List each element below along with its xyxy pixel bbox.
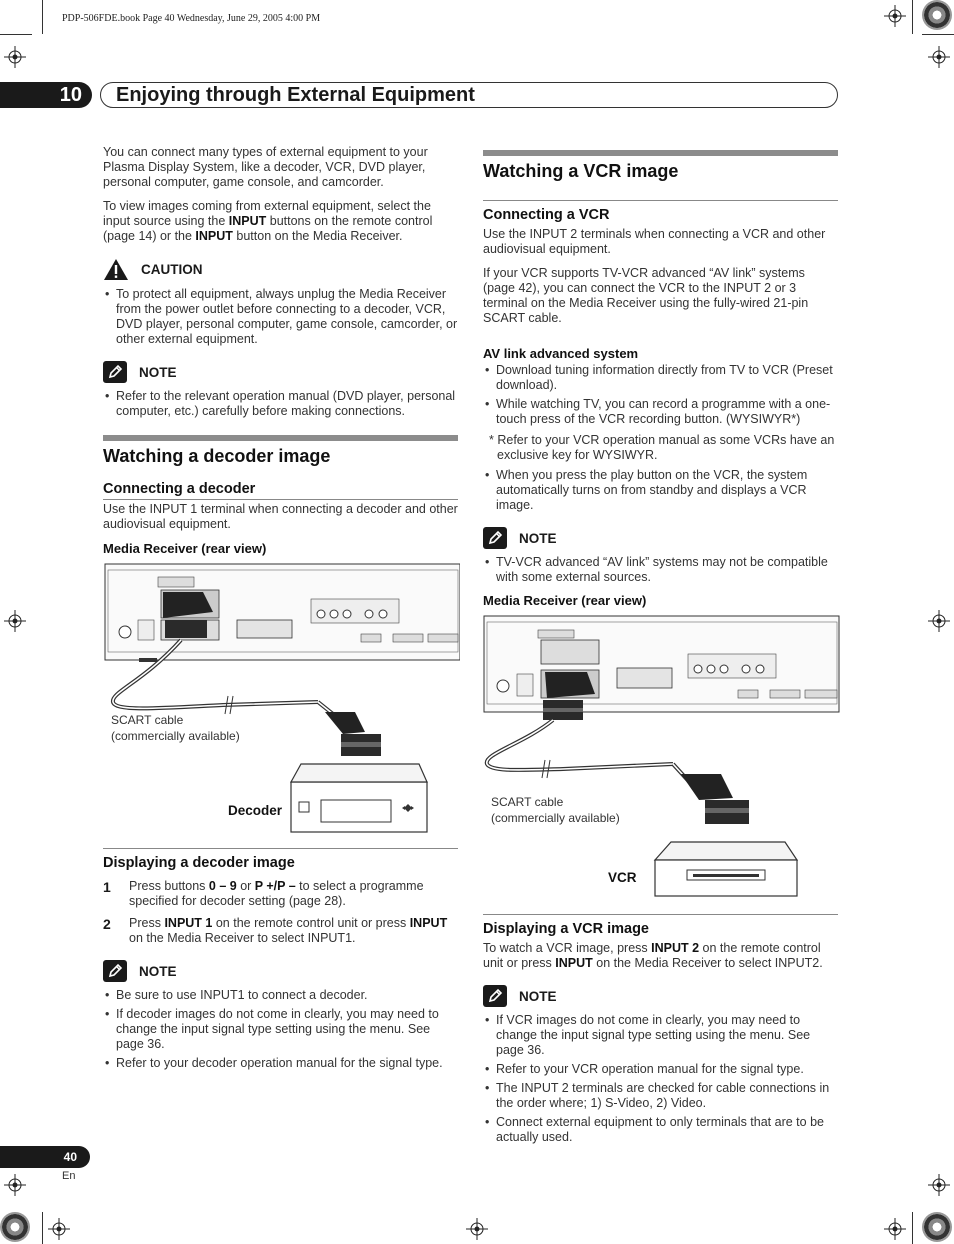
note-list [483, 1013, 838, 1145]
color-wheel-icon [922, 0, 952, 30]
decoder-steps [103, 879, 458, 946]
registration-mark-icon [928, 610, 950, 632]
list-item: • Connect external equipment to only terminals that are to be actually used. [483, 1115, 838, 1145]
vcr-label: VCR [608, 870, 637, 885]
note-list [103, 988, 458, 1071]
registration-mark-icon [4, 46, 26, 68]
section-title-vcr: Watching a VCR image [483, 161, 679, 181]
registration-mark-icon [884, 1218, 906, 1240]
intro-paragraph-1: You can connect many types of external equipment to your Plasma Display System, like a decoder, VCR, DVD player, personal computer, game console, and camcorder. [103, 145, 428, 189]
list-item [103, 879, 458, 909]
caution-list [103, 287, 458, 347]
note-list [483, 555, 838, 585]
list-item: • Be sure to use INPUT1 to connect a decoder. [103, 988, 458, 1003]
list-item: • Download tuning information directly from TV to VCR (Preset download). [483, 363, 838, 393]
note-label: NOTE [139, 963, 177, 979]
figure-caption: Media Receiver (rear view) [103, 541, 267, 556]
list-item [103, 916, 458, 946]
step-text: Press buttons 0 – 9 or P +/P – to select a programme specified for decoder setting (page 28). [129, 879, 424, 908]
right-column [483, 150, 838, 1153]
book-header: PDP-506FDE.book Page 40 Wednesday, June 29, 2005 4:00 PM [62, 13, 321, 24]
scart-cable-label: SCART cable [491, 795, 564, 809]
registration-mark-icon [48, 1218, 70, 1240]
section-rule [483, 150, 838, 156]
registration-mark-icon [4, 1174, 26, 1196]
page-language: En [62, 1170, 76, 1182]
av-link-title: AV link advanced system [483, 346, 639, 361]
list-item: • If decoder images do not come in clearly, you may need to change the input signal type setting using the menu. See page 36. [103, 1007, 458, 1052]
note-pencil-icon [103, 960, 127, 982]
subsection-title-connecting-vcr: Connecting a VCR [483, 200, 838, 225]
figure-caption: Media Receiver (rear view) [483, 593, 647, 608]
color-wheel-icon [0, 1212, 30, 1242]
registration-mark-icon [928, 1174, 950, 1196]
step-number: 2 [103, 916, 111, 932]
chapter-number-tab: 10 [0, 82, 92, 108]
page-number: 40 [0, 1146, 90, 1168]
crop-line [922, 34, 954, 35]
caution-label: CAUTION [141, 262, 203, 277]
note-heading [103, 361, 458, 383]
note-pencil-icon [103, 361, 127, 383]
registration-mark-icon [884, 5, 906, 27]
list-item: • TV-VCR advanced “AV link” systems may not be compatible with some external sources. [483, 555, 838, 585]
step-text: Press INPUT 1 on the remote control unit or press INPUT on the Media Receiver to select INPUT1. [129, 916, 448, 945]
note-heading [483, 527, 838, 549]
chapter-title: Enjoying through External Equipment [116, 84, 475, 106]
note-label: NOTE [519, 988, 557, 1004]
registration-mark-icon [4, 610, 26, 632]
av-link-footnote: * Refer to your VCR operation manual as some VCRs have an exclusive key for WYSIWYR. [489, 433, 835, 462]
list-item: • While watching TV, you can record a programme with a one-touch press of the VCR recording button. (WYSIWYR*) [483, 397, 838, 427]
connecting-vcr-text-1: Use the INPUT 2 terminals when connecting a VCR and other audiovisual equipment. [483, 227, 826, 256]
crop-line [912, 0, 913, 34]
media-receiver-rear-illustration [483, 614, 840, 904]
note-pencil-icon [483, 527, 507, 549]
note-label: NOTE [519, 530, 557, 546]
list-item: • Refer to your VCR operation manual for the signal type. [483, 1062, 838, 1077]
list-item: • To protect all equipment, always unplug the Media Receiver from the power outlet before connecting to a decoder, VCR, DVD player, personal computer, game console, camcorder, or other external equipment. [103, 287, 458, 347]
commercially-available-label: (commercially available) [491, 811, 620, 825]
note-list [103, 389, 458, 419]
vcr-connection-diagram [483, 614, 840, 904]
av-link-list-2 [483, 468, 838, 513]
note-heading [483, 985, 838, 1007]
commercially-available-label: (commercially available) [111, 729, 240, 743]
note-label: NOTE [139, 364, 177, 380]
section-title-decoder: Watching a decoder image [103, 446, 331, 466]
list-item: • If VCR images do not come in clearly, you may need to change the input signal type setting using the menu. See page 36. [483, 1013, 838, 1058]
list-item: • When you press the play button on the VCR, the system automatically turns on from standby and displays a VCR image. [483, 468, 838, 513]
color-wheel-icon [922, 1212, 952, 1242]
displaying-vcr-text: To watch a VCR image, press INPUT 2 on the remote control unit or press INPUT on the Media Receiver to select INPUT2. [483, 941, 823, 970]
registration-mark-icon [928, 46, 950, 68]
registration-mark-icon [466, 1218, 488, 1240]
subsection-title-connecting-decoder: Connecting a decoder [103, 481, 458, 500]
crop-line [42, 0, 43, 34]
note-pencil-icon [483, 985, 507, 1007]
intro-paragraph-2: To view images coming from external equipment, select the input source using the INPUT buttons on the remote control (page 14) or the INPUT button on the Media Receiver. [103, 199, 433, 243]
scart-cable-label: SCART cable [111, 713, 184, 727]
section-rule [103, 435, 458, 441]
connecting-vcr-text-2: If your VCR supports TV-VCR advanced “AV link” systems (page 42), you can connect the VCR to the INPUT 2 or 3 terminal on the Media Receiver using the fully-wired 21-pin SCART cable. [483, 266, 809, 325]
list-item: • The INPUT 2 terminals are checked for cable connections in the order where; 1) S-Video, 2) Video. [483, 1081, 838, 1111]
list-item: • Refer to your decoder operation manual for the signal type. [103, 1056, 458, 1071]
decoder-connection-diagram [103, 562, 460, 846]
left-column [103, 145, 458, 1079]
warning-triangle-icon [103, 258, 129, 281]
crop-line [0, 34, 32, 35]
subsection-title-displaying-vcr: Displaying a VCR image [483, 914, 838, 939]
subsection-title-displaying-decoder: Displaying a decoder image [103, 848, 458, 873]
decoder-label: Decoder [228, 803, 283, 818]
av-link-list [483, 363, 838, 427]
step-number: 1 [103, 879, 111, 895]
note-heading [103, 960, 458, 982]
crop-line [912, 1212, 913, 1244]
connecting-decoder-text: Use the INPUT 1 terminal when connecting a decoder and other audiovisual equipment. [103, 502, 458, 531]
caution-heading [103, 258, 458, 281]
crop-line [42, 1212, 43, 1244]
list-item: • Refer to the relevant operation manual (DVD player, personal computer, etc.) carefully before making connections. [103, 389, 458, 419]
